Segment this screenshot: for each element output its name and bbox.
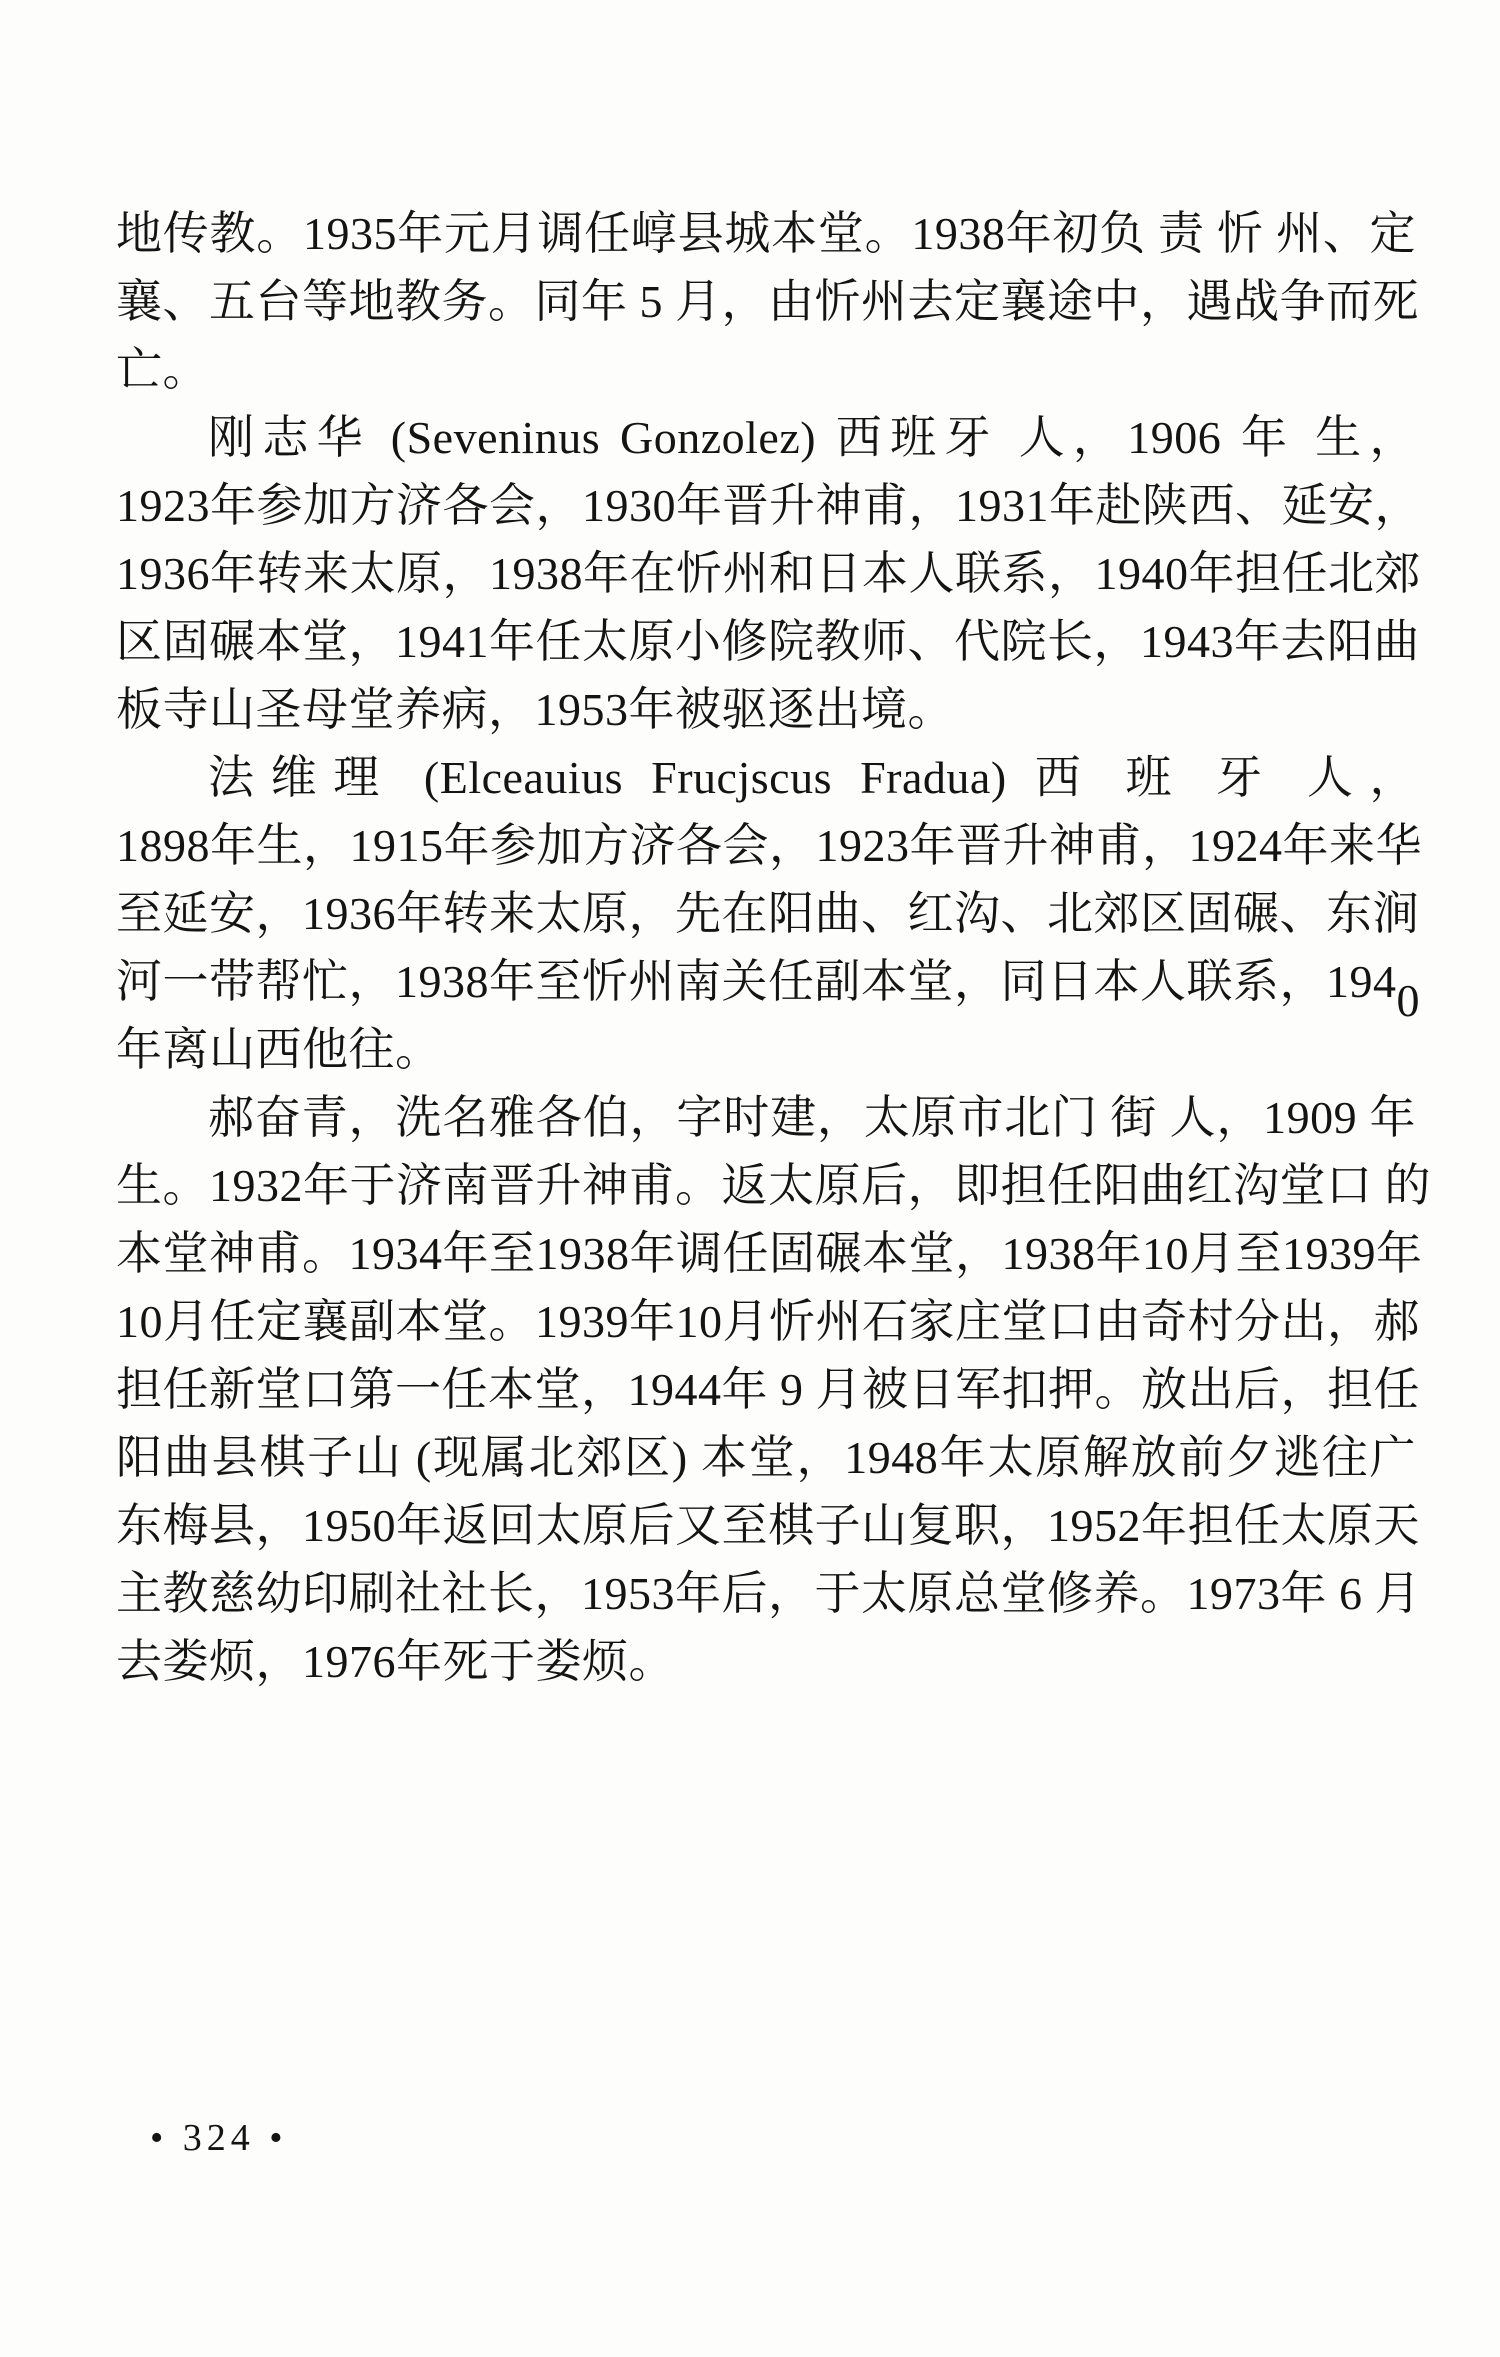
text-line: 主教慈幼印刷社社长，1953年后，于太原总堂修养。1973年 6 月 <box>116 1568 1421 1619</box>
text-line: 板寺山圣母堂养病，1953年被驱逐出境。 <box>116 684 954 735</box>
dropped-type-digit: 0 <box>1396 975 1420 1027</box>
text-line: 东梅县，1950年返回太原后又至棋子山复职，1952年担任太原天 <box>116 1500 1420 1551</box>
text-line: 去娄烦，1976年死于娄烦。 <box>116 1636 675 1687</box>
text-line: 至延安，1936年转来太原，先在阳曲、红沟、北郊区固碾、东涧 <box>116 888 1419 939</box>
text-line-with-dropped-type <box>116 948 1420 1027</box>
text-line: 襄、五台等地教务。同年 5 月，由忻州去定襄途中，遇战争而死 <box>116 276 1419 327</box>
text-line: 阳曲县棋子山 (现属北郊区) 本堂，1948年太原解放前夕逃往广 <box>116 1432 1416 1483</box>
text-line: 生。1932年于济南晋升神甫。返太原后，即担任阳曲红沟堂口 的 <box>116 1160 1431 1211</box>
text-block <box>116 200 1431 1696</box>
text-segment: 河一带帮忙，1938年至忻州南关任副本堂，同日本人联系，194 <box>116 956 1397 1007</box>
text-line: 1936年转来太原，1938年在忻州和日本人联系，1940年担任北郊 <box>116 548 1421 599</box>
page-number: • 324 • <box>150 2117 288 2159</box>
text-line: 地传教。1935年元月调任崞县城本堂。1938年初负 责 忻 州、定 <box>116 208 1416 259</box>
text-line-paragraph-start: 郝奋青，洗名雅各伯，字时建，太原市北门 街 人，1909 年 <box>208 1092 1416 1143</box>
text-line: 区固碾本堂，1941年任太原小修院教师、代院长，1943年去阳曲 <box>116 616 1420 667</box>
text-line: 本堂神甫。1934年至1938年调任固碾本堂，1938年10月至1939年 <box>116 1228 1423 1279</box>
text-line-paragraph-start: 法维理 (Elceauius Frucjscus Fradua) 西 班 牙 人， <box>208 752 1416 803</box>
text-line: 担任新堂口第一任本堂，1944年 9 月被日军扣押。放出后，担任 <box>116 1364 1420 1415</box>
text-line: 亡。 <box>116 344 209 395</box>
text-line: 年离山西他往。 <box>116 1024 442 1075</box>
text-line-paragraph-start: 刚志华 (Seveninus Gonzolez) 西班牙 人，1906 年 生， <box>208 412 1416 463</box>
text-line: 1898年生，1915年参加方济各会，1923年晋升神甫，1924年来华 <box>116 820 1422 871</box>
text-line: 10月任定襄副本堂。1939年10月忻州石家庄堂口由奇村分出，郝 <box>116 1296 1420 1347</box>
text-line: 1923年参加方济各会，1930年晋升神甫，1931年赴陕西、延安， <box>116 480 1421 531</box>
